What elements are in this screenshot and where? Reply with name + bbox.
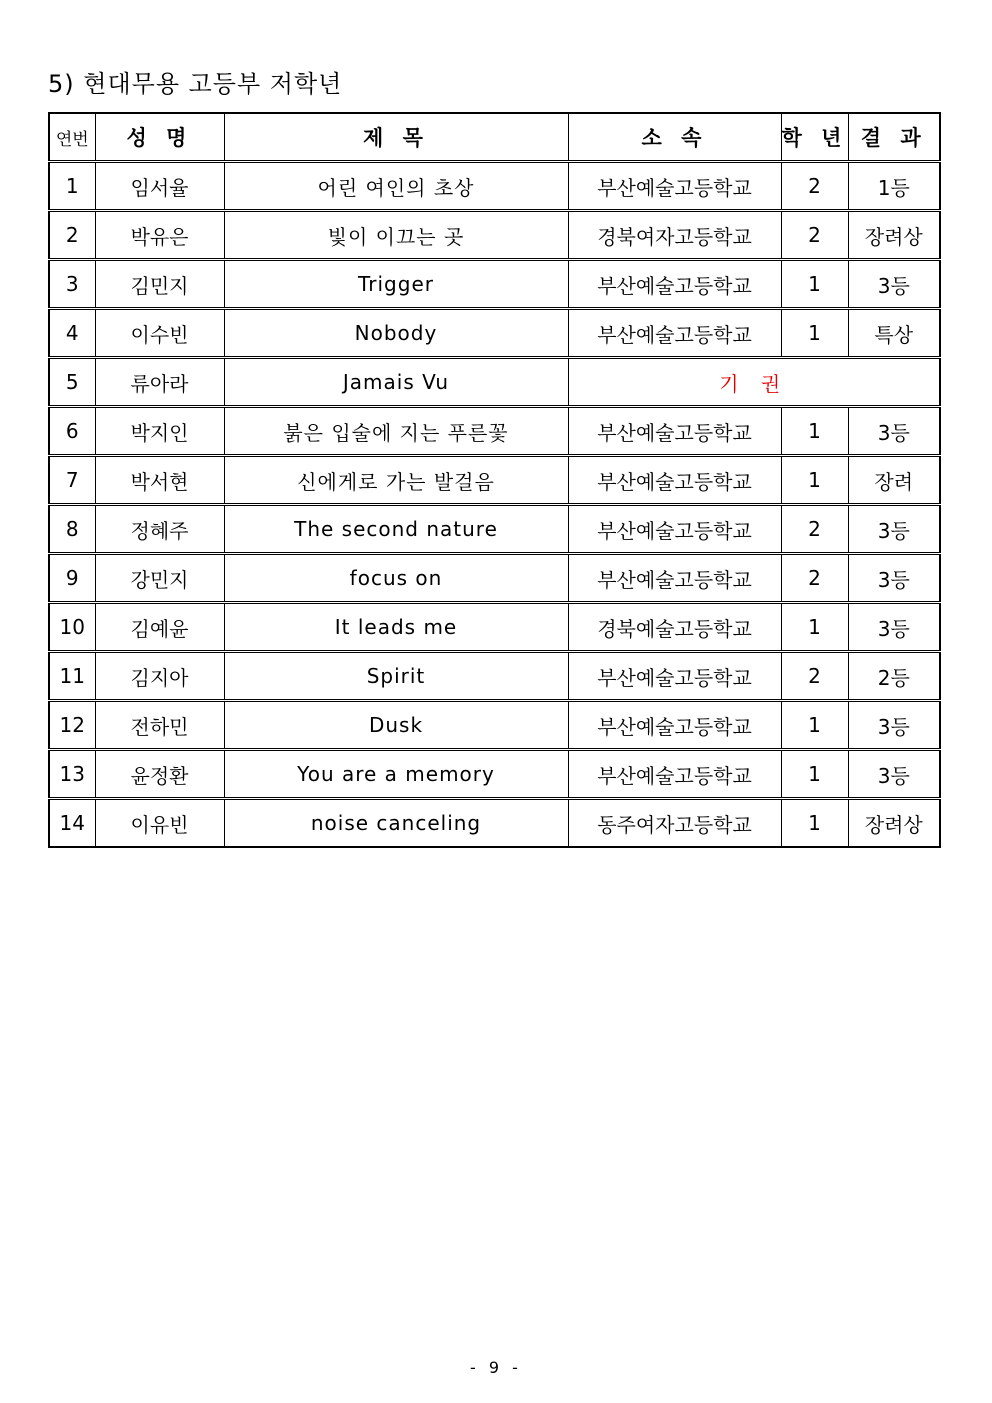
cell-name: 김예윤 xyxy=(95,603,224,652)
cell-name: 임서율 xyxy=(95,162,224,211)
cell-title: 어린 여인의 초상 xyxy=(224,162,568,211)
cell-name: 류아라 xyxy=(95,358,224,407)
cell-affiliation: 부산예술고등학교 xyxy=(568,260,781,309)
cell-result: 3등 xyxy=(848,505,940,554)
cell-name: 이유빈 xyxy=(95,799,224,848)
cell-result: 3등 xyxy=(848,407,940,456)
header-name: 성 명 xyxy=(95,113,224,162)
cell-name: 박유은 xyxy=(95,211,224,260)
cell-name: 윤정환 xyxy=(95,750,224,799)
cell-affiliation: 부산예술고등학교 xyxy=(568,407,781,456)
cell-title: 붉은 입술에 지는 푸른꽃 xyxy=(224,407,568,456)
table-row xyxy=(49,505,940,554)
cell-grade: 2 xyxy=(781,162,848,211)
table-row xyxy=(49,162,940,211)
cell-no: 7 xyxy=(49,456,95,505)
cell-result: 3등 xyxy=(848,260,940,309)
table-row xyxy=(49,309,940,358)
table-row xyxy=(49,799,940,848)
cell-grade: 2 xyxy=(781,554,848,603)
cell-title: The second nature xyxy=(224,505,568,554)
cell-grade: 1 xyxy=(781,456,848,505)
cell-result: 1등 xyxy=(848,162,940,211)
table-row xyxy=(49,554,940,603)
cell-title: Trigger xyxy=(224,260,568,309)
cell-result: 장려 xyxy=(848,456,940,505)
cell-affiliation: 부산예술고등학교 xyxy=(568,456,781,505)
page-number: - 9 - xyxy=(470,1358,522,1377)
table-row xyxy=(49,358,940,407)
cell-result: 2등 xyxy=(848,652,940,701)
cell-affiliation: 부산예술고등학교 xyxy=(568,701,781,750)
cell-affiliation: 부산예술고등학교 xyxy=(568,309,781,358)
header-title: 제 목 xyxy=(224,113,568,162)
cell-no: 6 xyxy=(49,407,95,456)
header-no: 연번 xyxy=(49,113,95,162)
cell-affiliation: 경북여자고등학교 xyxy=(568,211,781,260)
cell-result: 장려상 xyxy=(848,211,940,260)
cell-title: Spirit xyxy=(224,652,568,701)
cell-title: focus on xyxy=(224,554,568,603)
cell-grade: 2 xyxy=(781,505,848,554)
header-result: 결 과 xyxy=(848,113,940,162)
cell-affiliation: 부산예술고등학교 xyxy=(568,750,781,799)
cell-no: 8 xyxy=(49,505,95,554)
cell-affiliation: 부산예술고등학교 xyxy=(568,554,781,603)
cell-name: 강민지 xyxy=(95,554,224,603)
cell-no: 3 xyxy=(49,260,95,309)
cell-name: 박지인 xyxy=(95,407,224,456)
table-row xyxy=(49,750,940,799)
cell-grade: 1 xyxy=(781,603,848,652)
cell-affiliation: 동주여자고등학교 xyxy=(568,799,781,848)
cell-title: You are a memory xyxy=(224,750,568,799)
cell-affiliation: 부산예술고등학교 xyxy=(568,162,781,211)
cell-name: 박서현 xyxy=(95,456,224,505)
table-row xyxy=(49,211,940,260)
header-affiliation: 소 속 xyxy=(568,113,781,162)
cell-name: 김민지 xyxy=(95,260,224,309)
cell-no: 11 xyxy=(49,652,95,701)
cell-grade: 1 xyxy=(781,750,848,799)
cell-grade: 1 xyxy=(781,799,848,848)
cell-no: 12 xyxy=(49,701,95,750)
cell-title: Dusk xyxy=(224,701,568,750)
cell-no: 4 xyxy=(49,309,95,358)
cell-title: It leads me xyxy=(224,603,568,652)
table-row xyxy=(49,603,940,652)
table-row xyxy=(49,407,940,456)
cell-grade: 2 xyxy=(781,652,848,701)
cell-title: Nobody xyxy=(224,309,568,358)
cell-no: 5 xyxy=(49,358,95,407)
cell-name: 이수빈 xyxy=(95,309,224,358)
cell-grade: 1 xyxy=(781,260,848,309)
results-table xyxy=(48,112,941,848)
cell-result: 3등 xyxy=(848,701,940,750)
cell-grade: 1 xyxy=(781,407,848,456)
cell-result: 3등 xyxy=(848,603,940,652)
cell-grade: 1 xyxy=(781,309,848,358)
table-row xyxy=(49,260,940,309)
cell-result: 특상 xyxy=(848,309,940,358)
cell-no: 13 xyxy=(49,750,95,799)
cell-result: 3등 xyxy=(848,554,940,603)
cell-title: Jamais Vu xyxy=(224,358,568,407)
cell-title: 신에게로 가는 발걸음 xyxy=(224,456,568,505)
cell-result: 3등 xyxy=(848,750,940,799)
table-row xyxy=(49,701,940,750)
cell-title: noise canceling xyxy=(224,799,568,848)
cell-result: 장려상 xyxy=(848,799,940,848)
cell-no: 2 xyxy=(49,211,95,260)
table-header-row xyxy=(49,113,940,162)
cell-no: 14 xyxy=(49,799,95,848)
cell-no: 9 xyxy=(49,554,95,603)
cell-title: 빛이 이끄는 곳 xyxy=(224,211,568,260)
cell-no: 10 xyxy=(49,603,95,652)
cell-no: 1 xyxy=(49,162,95,211)
table-row xyxy=(49,652,940,701)
cell-name: 전하민 xyxy=(95,701,224,750)
cell-grade: 1 xyxy=(781,701,848,750)
cell-affiliation: 부산예술고등학교 xyxy=(568,505,781,554)
table-row xyxy=(49,456,940,505)
withdrawn-label: 기 권 xyxy=(568,358,940,407)
cell-grade: 2 xyxy=(781,211,848,260)
cell-name: 김지아 xyxy=(95,652,224,701)
cell-name: 정혜주 xyxy=(95,505,224,554)
section-title: 5) 현대무용 고등부 저학년 xyxy=(48,70,343,98)
cell-affiliation: 경북예술고등학교 xyxy=(568,603,781,652)
cell-affiliation: 부산예술고등학교 xyxy=(568,652,781,701)
header-grade: 학 년 xyxy=(781,113,848,162)
